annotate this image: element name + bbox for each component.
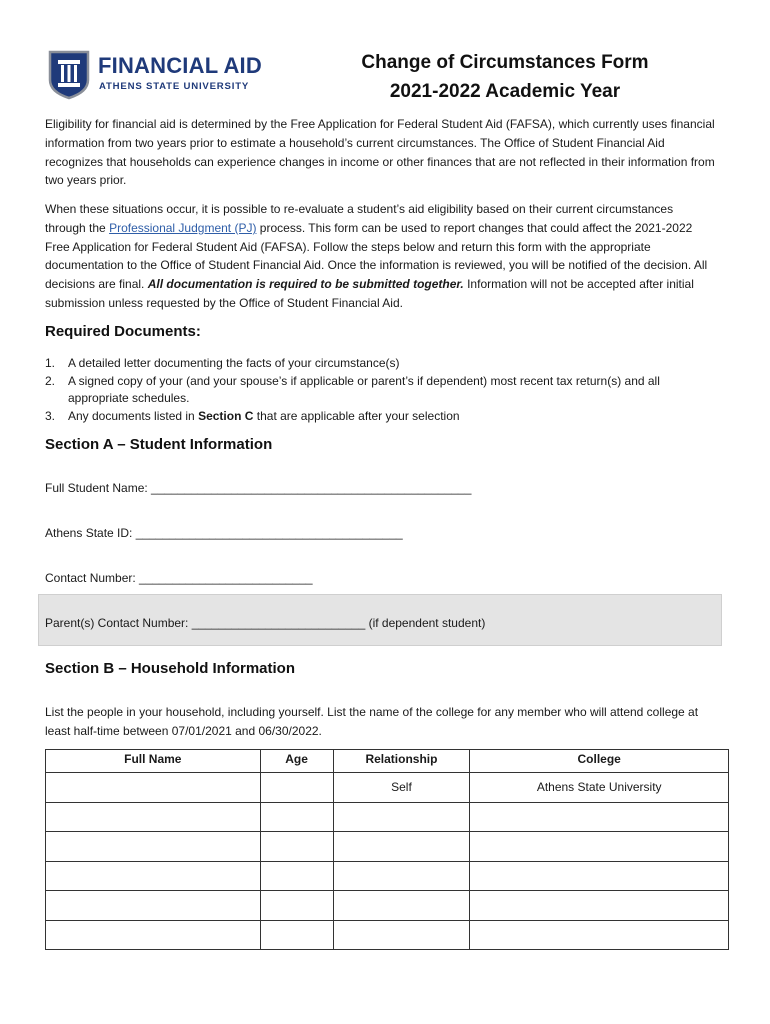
table-cell[interactable] (260, 802, 333, 832)
table-header-row (46, 750, 729, 773)
intro-text: process. This form can be used to report changes that could affect the 2021-2022 Free Application for Federal Student Aid (FAFSA). Follow the steps below and return this form with the appropriate documentation to the Office of Student Financial Aid. Once the information is reviewed, you will be notified of the decision. All decisions are final. (45, 220, 708, 292)
table-row (46, 920, 729, 950)
logo-subtitle: ATHENS STATE UNIVERSITY (99, 81, 250, 92)
full-student-name-field[interactable]: Full Student Name: ________________________________________________ (45, 481, 472, 495)
household-instructions: List the people in your household, including yourself. List the name of the college for any member who will attend college at least half-time between 07/01/2021 and 06/30/2022. (45, 705, 699, 738)
table-cell[interactable] (333, 802, 470, 832)
list-number: 2. (45, 373, 56, 388)
column-full-name: Full Name (46, 750, 261, 773)
table-row (46, 832, 729, 862)
financial-aid-logo (48, 50, 268, 102)
table-cell[interactable] (260, 861, 333, 891)
section-c-ref: Section C (198, 408, 254, 423)
list-text: A signed copy of your (and your spouse’s if applicable or parent’s if dependent) most recent tax return(s) and all appropriate schedules. (68, 373, 660, 405)
list-text: A detailed letter documenting the facts of your circumstance(s) (68, 356, 400, 370)
table-cell[interactable]: Athens State University (470, 773, 729, 803)
column-relationship: Relationship (333, 750, 470, 773)
table-row (46, 891, 729, 921)
parent-contact-number-field[interactable]: Parent(s) Contact Number: __________________________ (if dependent student) (45, 616, 486, 630)
table-cell[interactable] (333, 832, 470, 862)
list-number: 1. (45, 356, 56, 370)
list-text: that are applicable after your selection (253, 408, 460, 423)
list-text: Any documents listed in (68, 408, 199, 423)
table-cell[interactable] (260, 832, 333, 862)
table-cell[interactable] (333, 861, 470, 891)
list-item (45, 373, 717, 408)
intro-paragraph-2 (45, 200, 717, 313)
table-cell[interactable] (333, 920, 470, 950)
required-documents-list (45, 355, 717, 425)
intro-text: Information will not be accepted after initial submission unless requested by the Office of Student Financial Aid. (45, 277, 694, 310)
intro-paragraph-1: Eligibility for financial aid is determined by the Free Application for Federal Student Aid (FAFSA), which currently uses financial information from two years prior to estimate a household’s current circumstances. The Office of Student Financial Aid recognizes that households can experience changes in income or other finances that are not reflected in their information from two years prior. (45, 117, 715, 188)
form-title: Change of Circumstances Form (361, 52, 649, 73)
athens-state-id-field[interactable]: Athens State ID: ________________________________________ (45, 526, 403, 540)
table-cell[interactable]: Self (333, 773, 470, 803)
table-cell[interactable] (260, 773, 333, 803)
household-table (45, 749, 729, 950)
contact-number-field[interactable]: Contact Number: __________________________ (45, 571, 313, 585)
table-cell[interactable] (470, 920, 729, 950)
logo-title: FINANCIAL AID (98, 53, 262, 78)
table-cell[interactable] (470, 832, 729, 862)
table-row (46, 861, 729, 891)
professional-judgment-link[interactable]: Professional Judgment (PJ) (109, 220, 257, 235)
table-cell[interactable] (470, 891, 729, 921)
table-cell[interactable] (333, 891, 470, 921)
list-item (45, 355, 717, 373)
table-row (46, 773, 729, 803)
table-cell[interactable] (470, 802, 729, 832)
column-age: Age (260, 750, 333, 773)
table-cell[interactable] (46, 891, 261, 921)
table-cell[interactable] (46, 773, 261, 803)
section-a-heading: Section A – Student Information (45, 436, 273, 453)
table-cell[interactable] (46, 920, 261, 950)
table-cell[interactable] (46, 861, 261, 891)
section-b-heading: Section B – Household Information (45, 660, 296, 677)
table-cell[interactable] (260, 920, 333, 950)
table-cell[interactable] (46, 832, 261, 862)
column-college: College (470, 750, 729, 773)
intro-text: When these situations occur, it is possible to re-evaluate a student’s aid eligibility based on their current circumstances through the (45, 202, 674, 235)
table-row (46, 802, 729, 832)
list-number: 3. (45, 408, 56, 423)
table-cell[interactable] (260, 891, 333, 921)
list-item (45, 408, 717, 426)
academic-year: 2021-2022 Academic Year (389, 81, 621, 102)
required-documents-heading: Required Documents: (45, 323, 201, 340)
documentation-notice: All documentation is required to be submitted together. (147, 277, 464, 292)
table-cell[interactable] (46, 802, 261, 832)
column-shield-icon (48, 50, 90, 100)
table-cell[interactable] (470, 861, 729, 891)
